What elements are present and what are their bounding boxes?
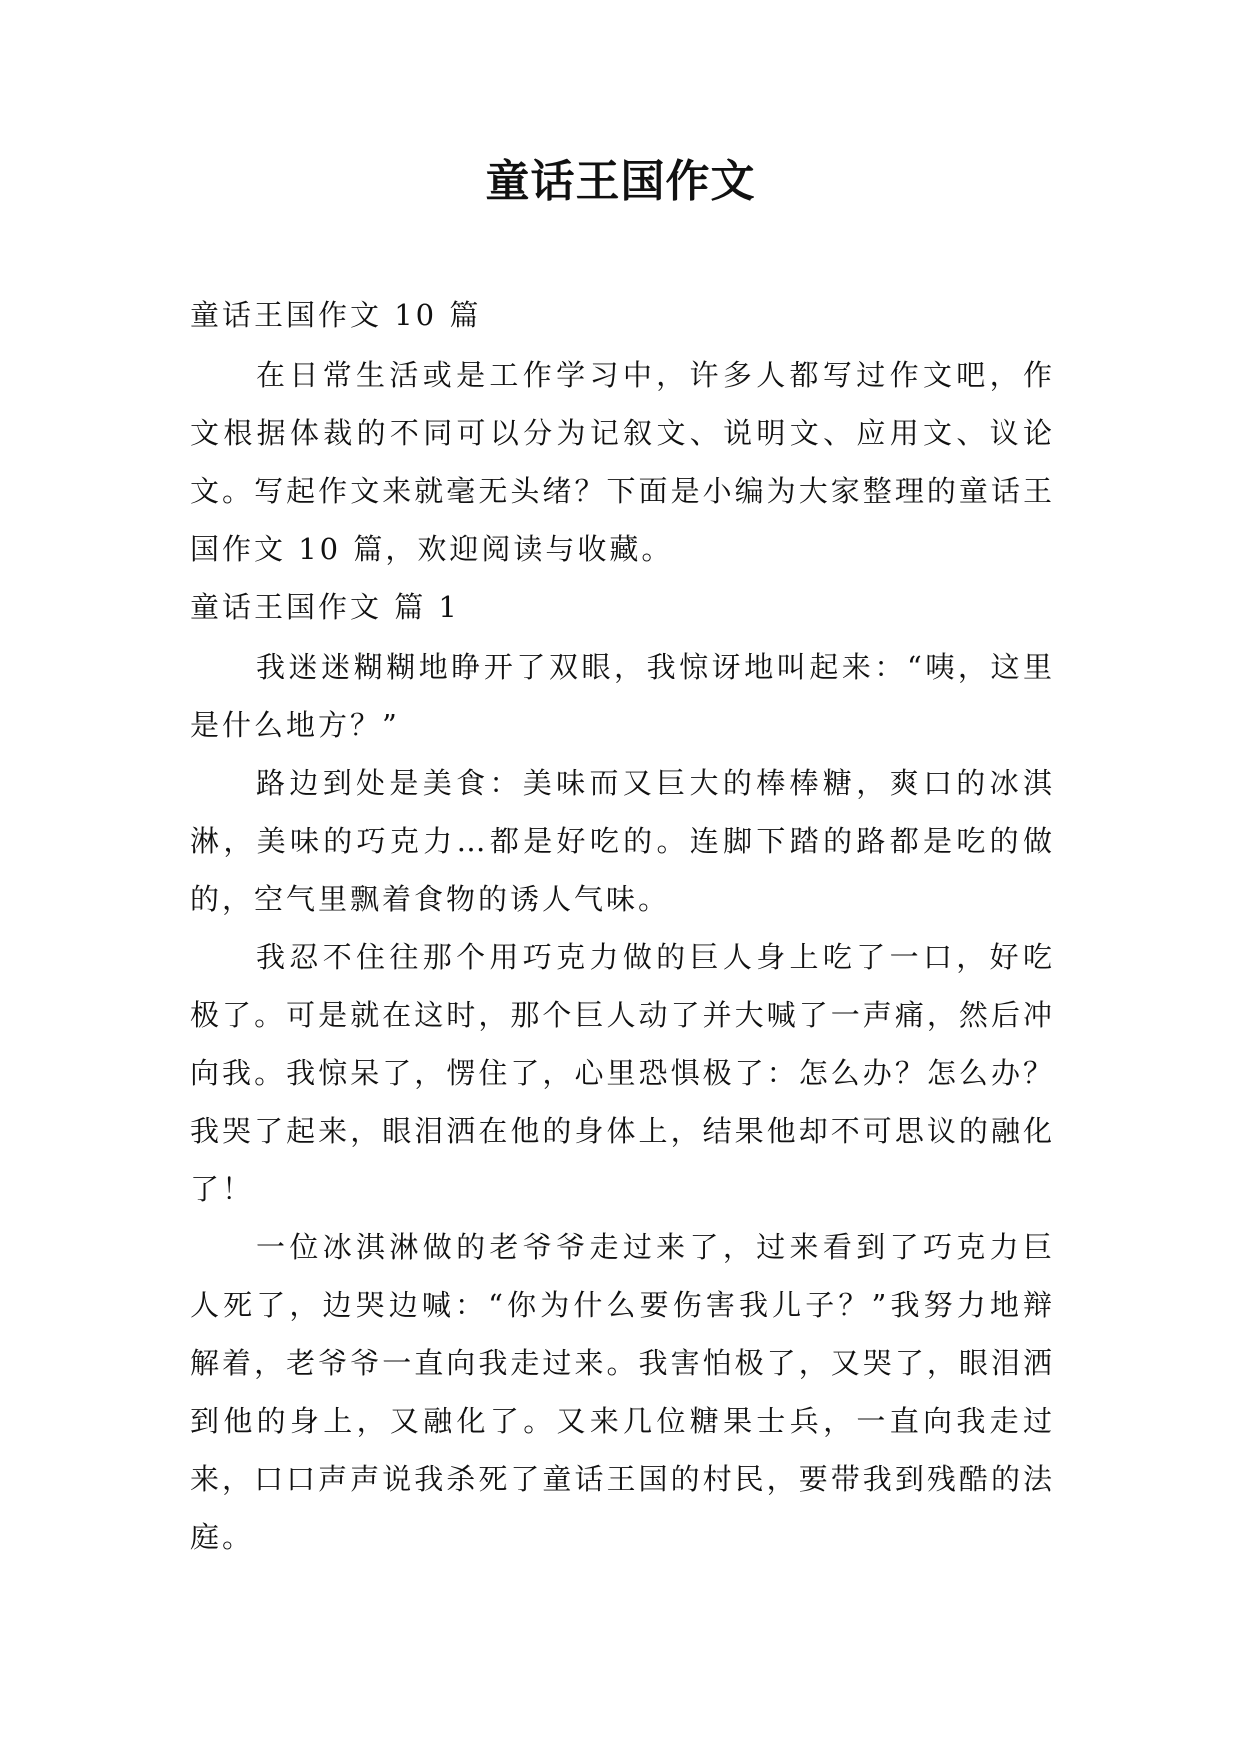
body-paragraph: 我迷迷糊糊地睁开了双眼，我惊讶地叫起来：“咦，这里是什么地方？” bbox=[190, 650, 1055, 742]
section-heading: 童话王国作文 篇 1 bbox=[190, 590, 460, 624]
body-paragraph: 我忍不住往那个用巧克力做的巨人身上吃了一口，好吃极了。可是就在这时，那个巨人动了并大喊了一声痛，然后冲向我。我惊呆了，愣住了，心里恐惧极了：怎么办？怎么办？我哭了起来，眼泪洒在他的身体上，结果他却不可思议的融化了！ bbox=[190, 940, 1055, 1206]
body-paragraph: 路边到处是美食：美味而又巨大的棒棒糖，爽口的冰淇淋，美味的巧克力…都是好吃的。连脚下踏的路都是吃的做的，空气里飘着食物的诱人气味。 bbox=[190, 766, 1055, 916]
document-body bbox=[190, 286, 1055, 1566]
body-paragraph: 一位冰淇淋做的老爷爷走过来了，过来看到了巧克力巨人死了，边哭边喊：“你为什么要伤害我儿子？”我努力地辩解着，老爷爷一直向我走过来。我害怕极了，又哭了，眼泪洒到他的身上，又融化了。又来几位糖果士兵，一直向我走过来，口口声声说我杀死了童话王国的村民，要带我到残酷的法庭。 bbox=[190, 1230, 1055, 1554]
document-title: 童话王国作文 bbox=[485, 156, 756, 207]
body-paragraph: 在日常生活或是工作学习中，许多人都写过作文吧，作文根据体裁的不同可以分为记叙文、说明文、应用文、议论文。写起作文来就毫无头绪？下面是小编为大家整理的童话王国作文 10 篇，欢迎阅读与收藏。 bbox=[190, 358, 1055, 566]
section-heading: 童话王国作文 10 篇 bbox=[190, 298, 482, 332]
